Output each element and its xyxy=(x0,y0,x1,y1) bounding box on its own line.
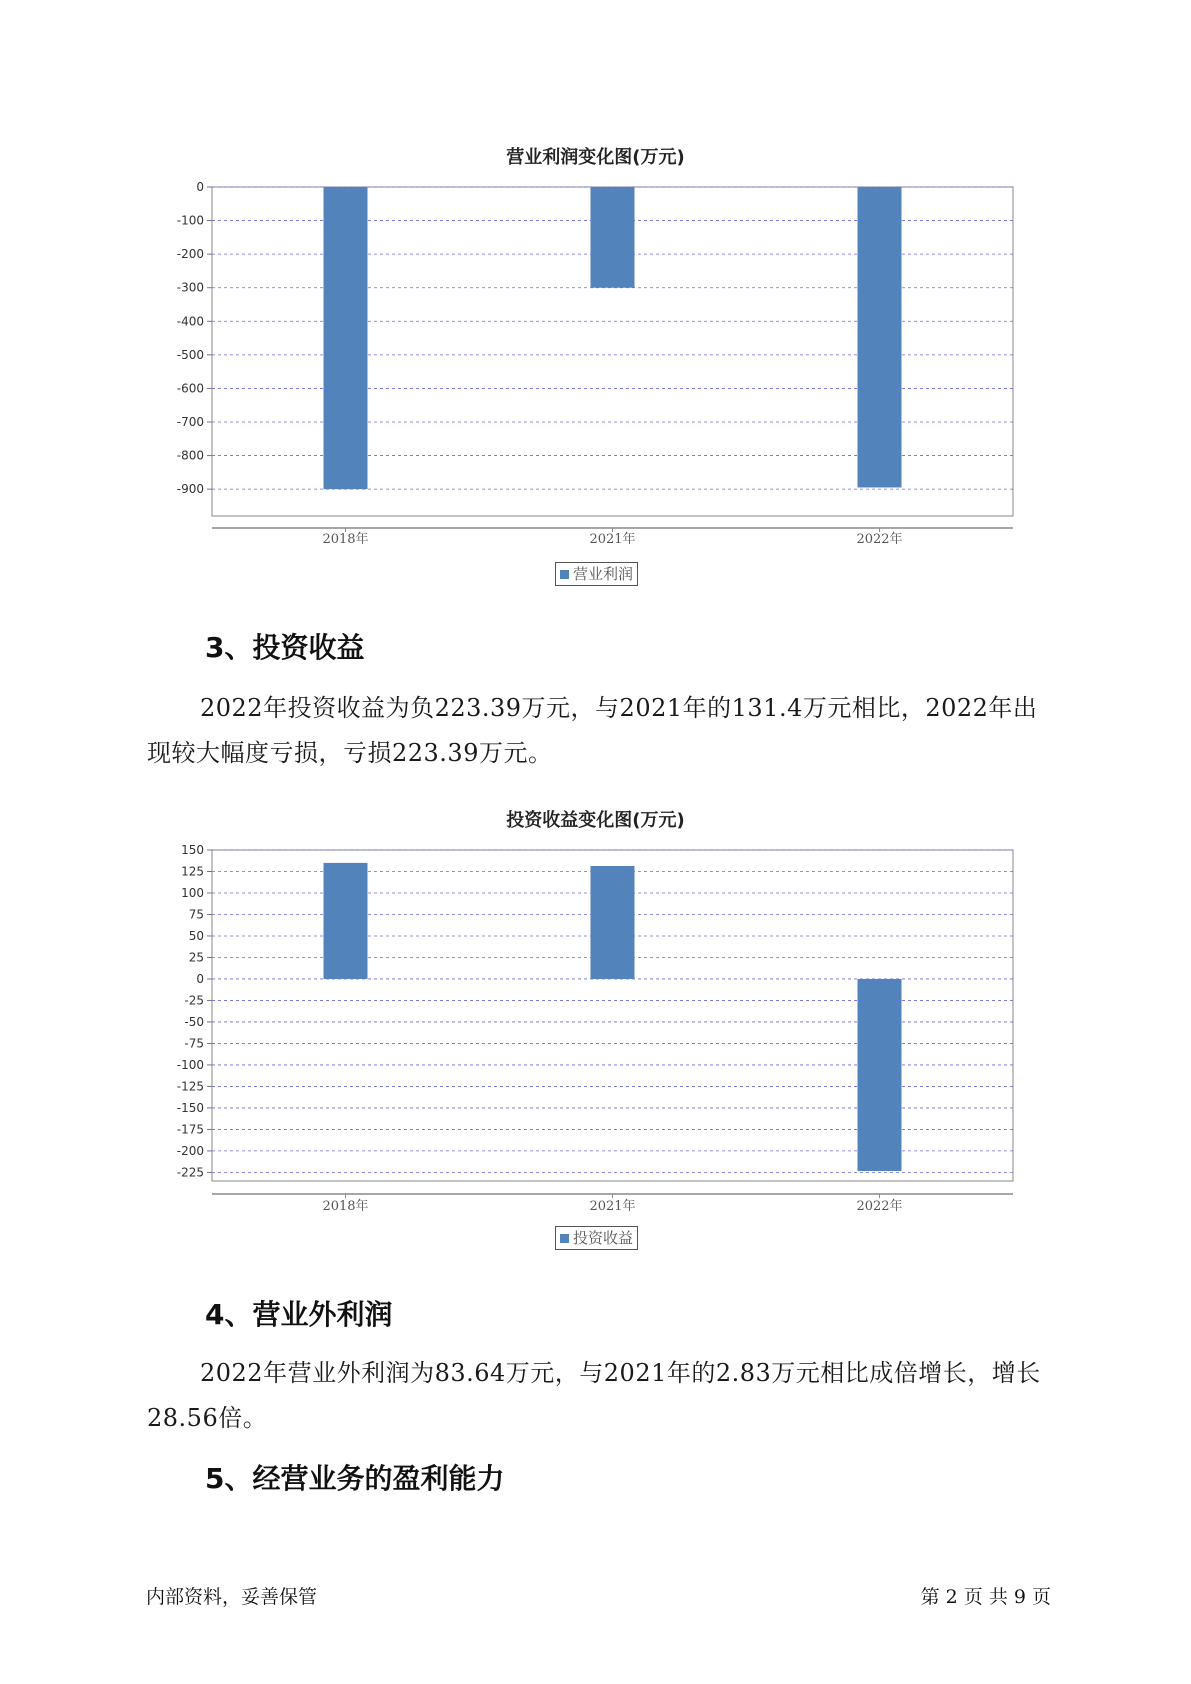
operating-profit-chart xyxy=(0,170,1191,590)
y-tick-label: -700 xyxy=(176,415,204,429)
plot-area xyxy=(177,843,1013,1214)
y-tick-label: -400 xyxy=(176,314,204,329)
legend-swatch-icon xyxy=(560,570,569,579)
chart2-legend-label: 投资收益 xyxy=(573,1229,634,1247)
y-tick-label: 25 xyxy=(188,950,204,965)
y-tick-label: -200 xyxy=(176,247,204,262)
y-tick-label: -300 xyxy=(176,280,204,295)
bar-2018年 xyxy=(324,863,368,979)
y-tick-label: -500 xyxy=(176,347,204,362)
y-tick-label: 75 xyxy=(188,907,204,922)
y-tick-label: 125 xyxy=(181,864,204,879)
bar-2021年 xyxy=(591,187,635,288)
chart2-legend xyxy=(555,1226,638,1250)
x-tick-label: 2022年 xyxy=(856,532,903,547)
section4-heading: 4、营业外利润 xyxy=(205,1298,393,1331)
y-tick-label: 0 xyxy=(196,971,204,986)
bar-2022年 xyxy=(858,979,902,1171)
y-tick-label: -75 xyxy=(184,1036,204,1051)
y-tick-label: -100 xyxy=(176,213,204,228)
y-tick-label: -25 xyxy=(184,993,204,1008)
x-tick-label: 2021年 xyxy=(589,1199,636,1214)
y-tick-label: 50 xyxy=(188,928,204,943)
y-tick-label: -50 xyxy=(184,1014,204,1029)
x-tick-label: 2018年 xyxy=(322,532,369,547)
footer-page-number: 第 2 页 共 9 页 xyxy=(920,1586,1051,1608)
chart1-legend xyxy=(555,562,638,586)
y-tick-label: 0 xyxy=(196,180,204,194)
y-tick-label: -800 xyxy=(176,448,204,463)
footer-confidential-note: 内部资料，妥善保管 xyxy=(146,1586,318,1608)
y-tick-label: -200 xyxy=(176,1143,204,1158)
chart1-legend-label: 营业利润 xyxy=(573,565,634,583)
y-tick-label: -100 xyxy=(176,1057,204,1072)
y-tick-label: -125 xyxy=(176,1079,204,1094)
x-tick-label: 2021年 xyxy=(589,532,636,547)
chart2-title: 投资收益变化图(万元) xyxy=(506,810,685,831)
y-tick-label: -600 xyxy=(176,381,204,396)
bar-2022年 xyxy=(858,187,902,487)
y-tick-label: -175 xyxy=(176,1122,204,1137)
investment-income-chart xyxy=(0,833,1191,1253)
section5-heading: 5、经营业务的盈利能力 xyxy=(205,1462,505,1495)
y-tick-label: -900 xyxy=(176,482,204,497)
section4-paragraph: 2022年营业外利润为83.64万元，与2021年的2.83万元相比成倍增长，增长28.56倍。 xyxy=(147,1359,1041,1432)
y-tick-label: -225 xyxy=(176,1165,204,1180)
chart1-title: 营业利润变化图(万元) xyxy=(506,147,685,168)
section3-heading: 3、投资收益 xyxy=(205,631,365,664)
bar-2021年 xyxy=(591,866,635,979)
y-tick-label: 150 xyxy=(181,843,204,857)
plot-area xyxy=(177,180,1013,547)
bar-2018年 xyxy=(324,187,368,489)
x-tick-label: 2018年 xyxy=(322,1199,369,1214)
section3-paragraph: 2022年投资收益为负223.39万元，与2021年的131.4万元相比，2022年出现较大幅度亏损，亏损223.39万元。 xyxy=(147,694,1038,767)
y-tick-label: -150 xyxy=(176,1100,204,1115)
x-tick-label: 2022年 xyxy=(856,1199,903,1214)
legend-swatch-icon xyxy=(560,1234,569,1243)
y-tick-label: 100 xyxy=(181,885,204,900)
